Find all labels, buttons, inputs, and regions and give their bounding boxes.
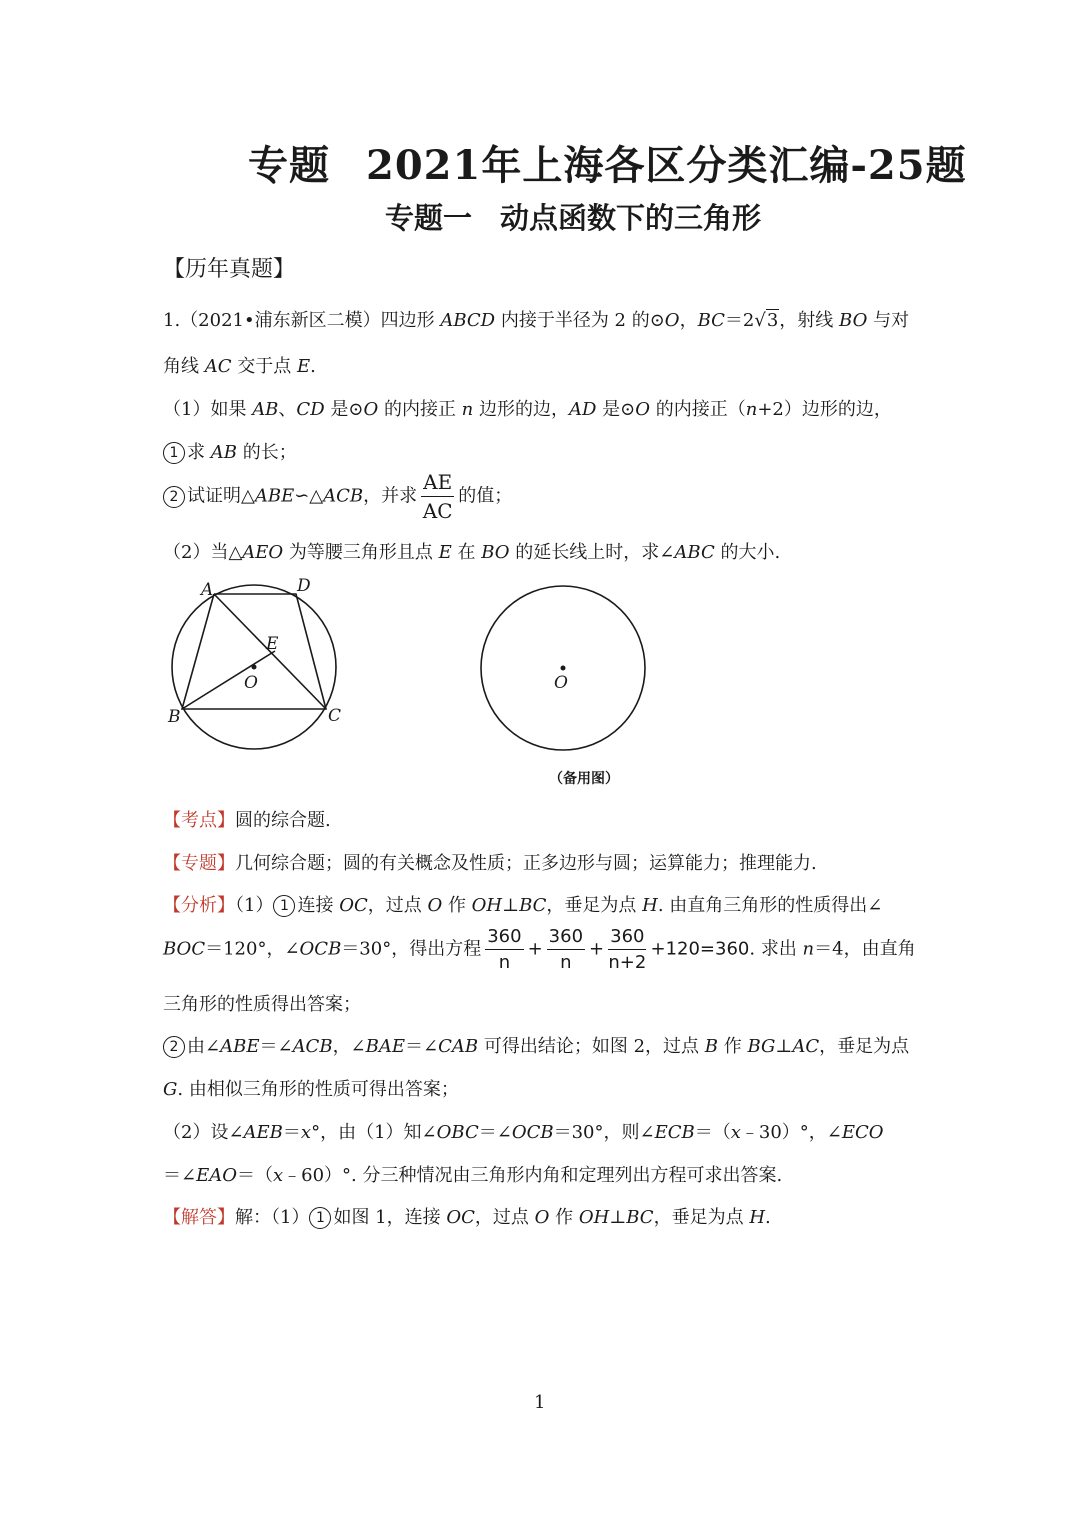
circled-number-2: 2 bbox=[163, 486, 185, 508]
ratio-fraction: $\frac{AE}{AC}$ bbox=[422, 470, 453, 523]
circled-number-1: 1 bbox=[163, 442, 185, 464]
equation-fraction-2: $\frac{360}{n}$ bbox=[548, 926, 584, 973]
label-o: O bbox=[244, 673, 258, 693]
problem-question-1: （1）如果 AB、CD 是⊙O 的内接正 n 边形的边，AD 是⊙O 的内接正（n+2）边形的边， bbox=[163, 399, 892, 420]
equation-fraction-1: $\frac{360}{n}$ bbox=[487, 926, 522, 973]
label-b: B bbox=[168, 707, 181, 727]
problem-question-2: （2）当△AEO 为等腰三角形且点 E 在 BO 的延长线上时，求∠ABC 的大小. bbox=[163, 542, 781, 563]
label-e: E bbox=[266, 634, 279, 654]
backup-center-point bbox=[561, 666, 566, 671]
document-subtitle: 专题一 动点函数下的三角形 bbox=[385, 201, 762, 235]
backup-label-o: O bbox=[554, 673, 568, 693]
fenxi-line-3: 三角形的性质得出答案； bbox=[163, 994, 361, 1015]
equation-fraction-3: $\frac{360}{n+2}$ bbox=[608, 926, 647, 973]
problem-subquestion-2: 2 试证明△ABE∽△ACB，并求 $\frac{AE}{AC}$ 的值； bbox=[163, 470, 512, 523]
jieda-tag: 【解答】 bbox=[163, 1207, 235, 1228]
fenxi-line-1: 【分析】（1） 1 连接 OC，过点 O 作 OH⊥BC，垂足为点 H. 由直角三角形的性质得出∠ bbox=[163, 895, 883, 916]
backup-figure-caption: （备用图） bbox=[549, 771, 619, 787]
label-c: C bbox=[328, 706, 342, 726]
figure-quadrilateral bbox=[150, 575, 360, 755]
fenxi-line-2: BOC＝120°，∠OCB＝30°，得出方程 $\frac{360}{n}$ + $\frac{360}{n}$ + $\frac{360}{n+2}$ +120=360. 求出 n＝4，由直角 bbox=[163, 926, 916, 973]
circled-number-1: 1 bbox=[273, 895, 295, 917]
sqrt-expression: √3 bbox=[754, 310, 779, 331]
zhuanti-line: 【专题】几何综合题；圆的有关概念及性质；正多边形与圆；运算能力；推理能力. bbox=[163, 853, 817, 874]
circled-number-1: 1 bbox=[309, 1207, 331, 1229]
document-title: 专题 2021年上海各区分类汇编-25题 bbox=[248, 142, 967, 189]
fenxi-line-7: ＝∠EAO＝（x﹣60）°. 分三种情况由三角形内角和定理列出方程可求出答案. bbox=[163, 1165, 783, 1186]
problem-subquestion-1: 1 求 AB 的长； bbox=[163, 438, 297, 464]
figure-backup-circle bbox=[470, 580, 660, 760]
kaodian-tag: 【考点】 bbox=[163, 810, 235, 831]
circled-number-2: 2 bbox=[163, 1036, 185, 1058]
kaodian-line: 【考点】圆的综合题. bbox=[163, 810, 331, 831]
section-header: 【历年真题】 bbox=[163, 257, 296, 282]
zhuanti-tag: 【专题】 bbox=[163, 853, 235, 874]
jieda-line: 【解答】解：（1） 1 如图 1，连接 OC，过点 O 作 OH⊥BC，垂足为点 H. bbox=[163, 1207, 771, 1228]
problem-intro-line2: 角线 AC 交于点 E. bbox=[163, 356, 316, 377]
fenxi-tag: 【分析】 bbox=[163, 895, 235, 916]
label-d: D bbox=[297, 576, 311, 596]
fenxi-line-4: 2 由∠ABE＝∠ACB，∠BAE＝∠CAB 可得出结论；如图 2，过点 B 作 BG⊥AC，垂足为点 bbox=[163, 1032, 909, 1058]
fenxi-line-6: （2）设∠AEB＝x°，由（1）知∠OBC＝∠OCB＝30°，则∠ECB＝（x﹣30）°，∠ECO bbox=[163, 1122, 884, 1143]
center-point bbox=[252, 665, 257, 670]
problem-intro-line1: 1.（2021•浦东新区二模）四边形 ABCD 内接于半径为 2 的⊙O，BC＝2√3，射线 BO 与对 bbox=[163, 310, 910, 331]
page-number: 1 bbox=[534, 1392, 546, 1413]
label-a: A bbox=[201, 580, 214, 600]
fenxi-line-5: G. 由相似三角形的性质可得出答案； bbox=[163, 1079, 459, 1100]
